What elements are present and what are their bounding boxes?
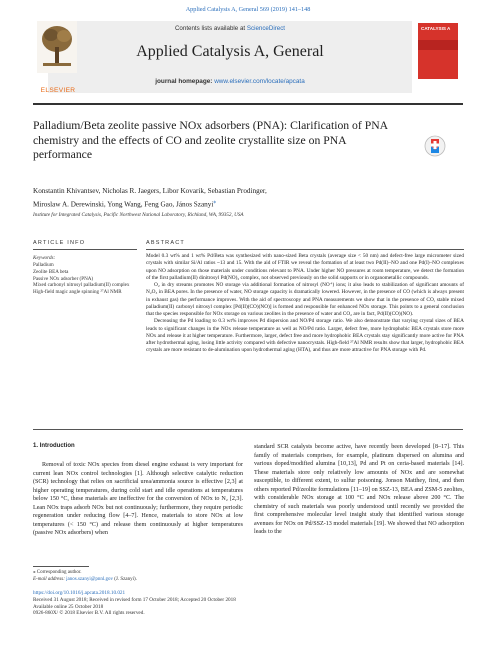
email-line [33, 576, 137, 583]
authors-line-1: Konstantin Khivantsev, Nicholas R. Jaegers, Libor Kovarik, Sebastian Prodinger, [33, 187, 267, 195]
abstract-body [146, 253, 464, 355]
corresponding-author-note: ⁎ Corresponding author. [33, 570, 82, 575]
intro-paragraph: standard SCR catalysts become active, have recently been developed [8–17]. This family of materials comprises, for example, platinum dispersed on alumina and various doped/modified alumina [10,13], Pd and Pt on ceria-based materials [14]. These materials store only relatively low amounts of NOx and are somewhat susceptible, to different extent, to sulfur poisoning. Jonson Matthey, first, and then others reported Pd/zeolite formulations [11–19] on SSZ-13, BEA and ZSM-5 zeolites, with considerable NOx storage at 100 °C and NOx release above 200 °C. The chemistry of such materials was poorly understood until recently we provided the first comprehensive molecular level insight study that identified various storage avenues for NOx on Pd/SSZ-13 model materials [19]. We showed that NO adsorption leads to the [254, 444, 464, 536]
journal-cover[interactable] [418, 23, 458, 79]
abstract-bottom-rule [33, 429, 463, 430]
abstract-heading: ABSTRACT [146, 240, 185, 246]
homepage-link[interactable]: www.elsevier.com/locate/apcata [214, 78, 305, 85]
article-info-heading: ARTICLE INFO [33, 240, 86, 246]
footnote [33, 569, 137, 583]
received-dates: Received 31 August 2018; Received in revised form 17 October 2018; Accepted 20 October 2018 [33, 596, 236, 603]
journal-cover-title: CATALYSIS A [421, 26, 451, 31]
homepage-prefix: journal homepage: [155, 78, 215, 85]
author-email-link[interactable]: janos.szanyi@pnnl.gov [66, 577, 113, 582]
article-info-rule [33, 249, 137, 250]
crossmark-icon[interactable] [424, 135, 446, 157]
doi-link[interactable]: https://doi.org/10.1016/j.apcata.2018.10.021 [33, 590, 126, 596]
email-label: E-mail address: [33, 577, 67, 582]
keywords-label: Keywords: [33, 255, 56, 261]
abstract-rule [146, 249, 464, 250]
sciencedirect-link[interactable]: ScienceDirect [246, 25, 286, 32]
journal-reference[interactable]: Applied Catalysis A, General 569 (2019) 141–148 [185, 6, 311, 13]
author-list [33, 186, 453, 209]
intro-left-column [33, 461, 243, 538]
journal-cover-strip [418, 40, 458, 50]
authors-line-2 [33, 197, 453, 210]
introduction-heading: 1. Introduction [33, 443, 75, 449]
available-online: Available online 25 October 2018 [33, 603, 104, 610]
affiliation: Institute for Integrated Catalysis, Pacific Northwest National Laboratory, Richland, WA, 99352, USA [33, 212, 244, 218]
contents-prefix: Contents lists available at [174, 25, 247, 32]
abstract-paragraph: Decreasing the Pd loading to 0.3 wt% improves Pd dispersion and NO/Pd storage ratio. We also demonstrate that varying crystal sizes of BEA leads to significant changes in the NOx release temperature as well as NO/Pd ratio. Larger, defect free, more hydrophobic BEA crystals store more NOx and release it at higher temperature. Furthermore, larger, defect free and more hydrophobic BEA crystals stay significantly more active for PNA after hydrothermal aging, losing little activity compared with defective nanocrystals. High-field ²⁷Al NMR results show that larger, hydrophobic BEA crystals are more resistant to de-alumination upon hydrothermal aging (HTA), and thus are more attractive for PNA storage with Pd. [146, 318, 464, 354]
email-suffix: (J. Szanyi). [112, 577, 137, 582]
footnote-rule [33, 566, 89, 567]
abstract-paragraph: Model 0.3 wt% and 1 wt% Pd/Beta was synthesized with nano-sized Beta crystals (average size < 50 nm) and defect-free large micrometer sized crystals with similar Si/Al ratios ~13 and 15. With the aid of FTIR we reveal the formation of at least two Pd(II)–NO and one Pd(I)–NO complexes upon NO adsorption on those materials under conditions relevant to PNA. Under higher NO pressures at room temperature, we detect the formation of the first palladium(II) dinitrosyl Pd(NO)₂ complex, not observed previously on the solid supports or in organometallic compounds. [146, 253, 464, 281]
publication-details [33, 590, 236, 617]
keyword-item: Zeolite BEA beta [33, 268, 69, 275]
corresponding-author-mark[interactable]: ⁎ [213, 198, 217, 205]
intro-right-column [254, 443, 464, 537]
keyword-item: Mixed carbonyl nitrosyl palladium(II) complex [33, 282, 130, 289]
abstract-paragraph: O₂ in dry streams promotes NO storage via additional formation of nitrosyl (NO⁺) ions; it also leads to stabilization of significant amounts of N₂O₃ in BEA pores. In the presence of water, NO storage capacity is dramatically lowered. However, in the presence of CO (which is always present in exhaust gas) the performance improves. With the aid of spectroscopy and PNA measurements we show that in the presence of CO, stable mixed palladium(II) carbonyl nitrosyl complex [Pd(II)(CO)(NO)] is formed and responsible for enhanced NOx storage. This points to a general conclusion that the species responsible for NOx storage on various zeolites in the presence of water and CO₂ are in fact, Pd(II)(CO)(NO). [146, 282, 464, 317]
journal-title: Applied Catalysis A, General [136, 43, 324, 60]
keywords-list [33, 262, 129, 296]
intro-paragraph: Removal of toxic NOx species from diesel engine exhaust is very important for current lean NOx control technologies [1]. Although selective catalytic reduction (SCR) technology that relies on sacrificial urea/ammonia source is effective [2,3] at higher operating temperatures, during cold start and idle operations at temperatures below 150 °C, these materials are ineffective for the conversion of NOx to N₂ [2,3]. Lean NOx traps adsorb NOx but not continuously; furthermore, they require periodic regeneration under reducing flow [4–7]. Hence, materials to store NOx at low temperatures (< 150 °C) and release them continuously at higher temperatures (passive NOx adsorbers) when [33, 462, 243, 537]
keyword-item: High-field magic angle spinning ²⁷Al NMR [33, 289, 122, 296]
keyword-item: Palladium [33, 262, 54, 268]
authors-line-2-names: Miroslaw A. Derewinski, Yong Wang, Feng Gao, János Szanyi [33, 199, 214, 208]
contents-line [48, 25, 412, 32]
keyword-item: Passive NOx adsorber (PNA) [33, 275, 94, 282]
article-title: Palladium/Beta zeolite passive NOx adsorbers (PNA): Clarification of PNA chemistry and the effects of CO and zeolite crystallite size on PNA performance [33, 119, 388, 161]
publisher-name: ELSEVIER [40, 87, 76, 94]
copyright: 0926-860X/ © 2018 Elsevier B.V. All rights reserved. [33, 610, 145, 617]
header-divider [33, 103, 463, 105]
journal-homepage [48, 78, 412, 85]
